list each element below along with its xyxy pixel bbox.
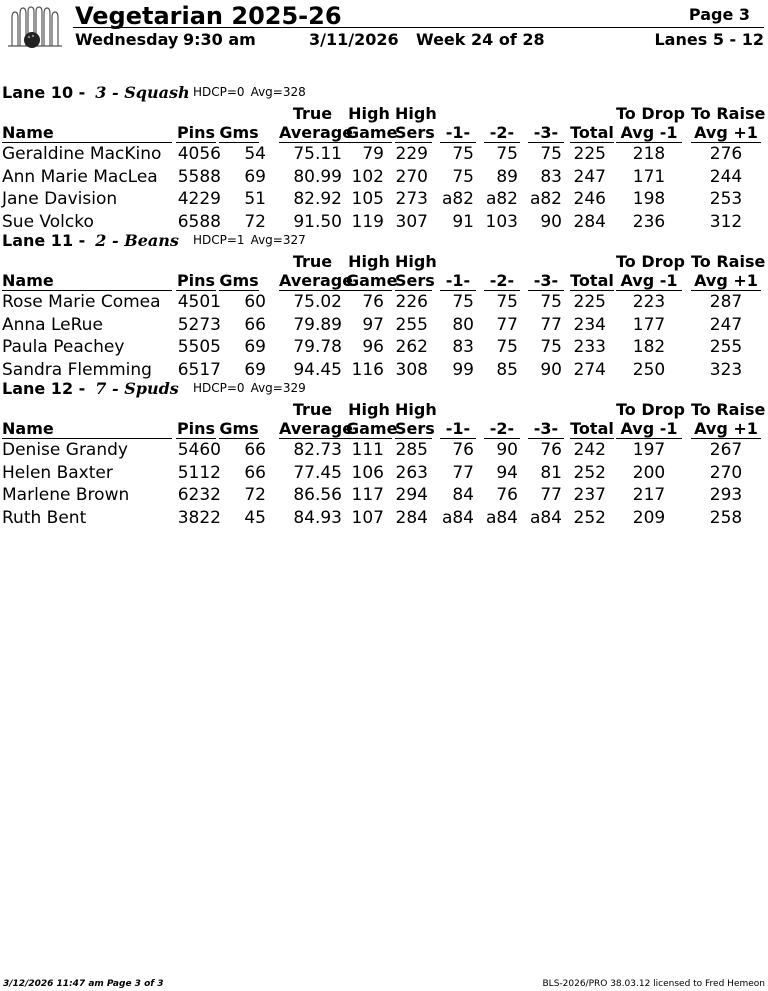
cell-hs: 284 [395,508,428,529]
cell-hg: 96 [362,337,384,358]
col-header-gms: Gms [219,419,259,438]
cell-drop: 182 [632,337,666,358]
cell-g2: 77 [496,314,518,335]
cell-gms: 69 [244,360,266,381]
bowler-rows [0,143,768,234]
col-header-avg-top: True [292,252,333,271]
col-header-hg: Game [346,419,398,438]
col-header-hg: Game [346,123,398,142]
col-header-g3: -3- [528,271,564,291]
table-row [0,143,768,166]
cell-g2: 94 [496,462,518,483]
col-header-raise-top: To Raise [691,252,766,271]
col-header-hs: Sers [395,271,435,290]
cell-g2: 103 [485,212,518,233]
page-number: Page 3 [688,5,750,24]
cell-g1: 83 [452,337,474,358]
col-header-drop-top: To Drop [616,400,685,419]
col-header-g3: -3- [528,123,564,143]
cell-g3: 77 [540,314,562,335]
col-header-drop: Avg -1 [616,419,682,439]
col-header-hg-top: High [348,400,390,419]
cell-total: 284 [573,212,606,233]
cell-hg: 105 [351,189,384,210]
col-header-hg: Game [346,271,398,290]
cell-raise: 276 [709,144,743,164]
table-row [0,507,768,530]
cell-hg: 111 [351,440,384,460]
lane-meta [193,381,306,395]
cell-g3: 90 [540,360,562,381]
table-row [0,188,768,211]
bowler-name: Ruth Bent [2,508,87,529]
cell-gms: 69 [244,337,266,358]
col-header-hg-top: High [348,104,390,123]
team-avg-label: Avg=327 [250,233,306,247]
cell-hg: 116 [351,360,384,381]
col-header-g3: -3- [528,419,564,439]
col-header-pins: Pins [176,419,216,438]
cell-g1: 75 [452,144,474,164]
bowler-name: Geraldine MacKino [2,144,162,164]
team-name: 2 - Beans [95,231,179,250]
cell-avg: 75.11 [293,144,342,164]
cell-gms: 66 [244,462,266,483]
cell-drop: 198 [632,189,666,210]
footer-print-info: 3/12/2026 11:47 am Page 3 of 3 [3,979,164,989]
cell-raise: 267 [709,440,743,460]
cell-raise: 244 [709,166,743,187]
col-header-avg: Average [279,123,354,142]
cell-hs: 270 [395,166,428,187]
cell-hs: 307 [395,212,428,233]
cell-total: 246 [573,189,606,210]
cell-raise: 312 [709,212,743,233]
team-name: 7 - Spuds [95,379,179,398]
col-header-hs: Sers [395,123,435,142]
cell-hg: 106 [351,462,384,483]
cell-hg: 79 [362,144,384,164]
table-row [0,484,768,507]
col-header-avg-top: True [292,104,333,123]
cell-gms: 66 [244,314,266,335]
col-header-raise: Avg +1 [691,271,761,291]
cell-gms: 51 [244,189,266,210]
table-row [0,314,768,337]
cell-hg: 102 [351,166,384,187]
col-header-g1: -1- [440,123,476,143]
cell-hs: 255 [395,314,428,335]
bowler-name: Sue Volcko [2,212,94,233]
cell-total: 225 [573,144,606,164]
cell-g3: a84 [529,508,562,529]
cell-avg: 80.99 [293,166,342,187]
cell-drop: 250 [632,360,666,381]
col-header-g2: -2- [484,271,520,291]
col-header-name: Name [2,123,172,143]
cell-raise: 323 [709,360,743,381]
col-header-total: Total [570,123,614,142]
cell-drop: 236 [632,212,666,233]
cell-pins: 3822 [177,508,221,529]
cell-hs: 229 [395,144,428,164]
col-header-hs-top: High [395,400,437,419]
league-title: Vegetarian 2025-26 [75,2,342,30]
cell-hs: 226 [395,292,428,312]
cell-total: 234 [573,314,606,335]
lane-section [0,379,768,527]
col-header-pins: Pins [176,123,216,142]
table-row [0,462,768,485]
col-header-hs-top: High [395,104,437,123]
cell-pins: 5460 [177,440,221,460]
lane-title [2,379,179,398]
col-header-g2: -2- [484,123,520,143]
cell-total: 233 [573,337,606,358]
bowler-name: Helen Baxter [2,462,113,483]
cell-g2: 75 [496,144,518,164]
cell-g2: a82 [485,189,518,210]
col-header-avg: Average [279,419,354,438]
cell-g3: 83 [540,166,562,187]
col-header-total: Total [570,271,614,290]
cell-pins: 6232 [177,485,221,506]
cell-pins: 4229 [177,189,221,210]
cell-avg: 82.92 [293,189,342,210]
col-header-pins: Pins [176,271,216,290]
lanes-label: Lanes 5 - 12 [654,30,764,49]
report-date: 3/11/2026 [309,30,399,49]
cell-drop: 223 [632,292,666,312]
cell-gms: 66 [244,440,266,460]
cell-g3: 77 [540,485,562,506]
cell-avg: 79.89 [293,314,342,335]
lane-section [0,83,768,231]
bowler-name: Rose Marie Comea [2,292,161,312]
lane-label: Lane 10 - [2,83,86,102]
cell-avg: 94.45 [293,360,342,381]
cell-g2: 90 [496,440,518,460]
cell-raise: 287 [709,292,743,312]
col-header-total: Total [570,419,614,438]
cell-gms: 45 [244,508,266,529]
cell-gms: 72 [244,485,266,506]
cell-hs: 285 [395,440,428,460]
cell-hg: 117 [351,485,384,506]
cell-drop: 197 [632,440,666,460]
cell-avg: 75.02 [293,292,342,312]
table-row [0,336,768,359]
cell-drop: 200 [632,462,666,483]
cell-raise: 293 [709,485,743,506]
header-divider [73,27,764,28]
col-header-hs-top: High [395,252,437,271]
hdcp-label: HDCP=0 [193,85,245,99]
cell-g1: 91 [452,212,474,233]
cell-g2: a84 [485,508,518,529]
bowler-rows [0,439,768,530]
cell-pins: 5273 [177,314,221,335]
lane-meta [193,85,306,99]
cell-g2: 89 [496,166,518,187]
lane-title [2,231,179,250]
cell-g2: 75 [496,337,518,358]
cell-hg: 97 [362,314,384,335]
lane-title [2,83,190,102]
bowler-name: Paula Peachey [2,337,125,358]
hdcp-label: HDCP=1 [193,233,245,247]
cell-g1: a82 [441,189,474,210]
table-row [0,166,768,189]
cell-pins: 4056 [177,144,221,164]
cell-total: 242 [573,440,606,460]
cell-total: 252 [573,508,606,529]
bowler-name: Sandra Flemming [2,360,152,381]
cell-avg: 77.45 [293,462,342,483]
col-header-raise-top: To Raise [691,400,766,419]
cell-gms: 69 [244,166,266,187]
cell-g1: 75 [452,292,474,312]
col-header-avg-top: True [292,400,333,419]
col-header-drop-top: To Drop [616,104,685,123]
cell-pins: 5505 [177,337,221,358]
cell-g1: 77 [452,462,474,483]
col-header-raise: Avg +1 [691,123,761,143]
cell-hs: 294 [395,485,428,506]
col-header-name: Name [2,271,172,291]
col-header-g2: -2- [484,419,520,439]
cell-pins: 6517 [177,360,221,381]
cell-hs: 262 [395,337,428,358]
hdcp-label: HDCP=0 [193,381,245,395]
cell-avg: 91.50 [293,212,342,233]
cell-raise: 255 [709,337,743,358]
bowler-name: Anna LeRue [2,314,103,335]
cell-raise: 270 [709,462,743,483]
table-row [0,439,768,462]
col-header-g1: -1- [440,419,476,439]
cell-drop: 209 [632,508,666,529]
cell-pins: 5112 [177,462,221,483]
cell-g1: 75 [452,166,474,187]
league-day: Wednesday [75,30,179,49]
lane-label: Lane 11 - [2,231,86,250]
cell-hg: 76 [362,292,384,312]
bowling-pins-logo-icon [6,6,64,50]
lane-meta [193,233,306,247]
col-header-drop: Avg -1 [616,271,682,291]
cell-raise: 247 [709,314,743,335]
cell-avg: 86.56 [293,485,342,506]
cell-g1: 99 [452,360,474,381]
cell-avg: 84.93 [293,508,342,529]
footer-license: BLS-2026/PRO 38.03.12 licensed to Fred Hemeon [542,979,765,989]
week-label: Week 24 of 28 [416,30,545,49]
col-header-avg: Average [279,271,354,290]
bowler-name: Marlene Brown [2,485,130,506]
cell-pins: 5588 [177,166,221,187]
col-header-raise: Avg +1 [691,419,761,439]
col-header-gms: Gms [219,271,259,290]
col-header-drop-top: To Drop [616,252,685,271]
cell-pins: 4501 [177,292,221,312]
col-header-hs: Sers [395,419,435,438]
cell-hs: 273 [395,189,428,210]
cell-drop: 218 [632,144,666,164]
cell-g3: 75 [540,292,562,312]
cell-drop: 217 [632,485,666,506]
cell-gms: 60 [244,292,266,312]
team-avg-label: Avg=329 [250,381,306,395]
team-name: 3 - Squash [95,83,190,102]
bowler-name: Jane Davision [2,189,118,210]
cell-total: 237 [573,485,606,506]
col-header-raise-top: To Raise [691,104,766,123]
col-header-g1: -1- [440,271,476,291]
cell-g3: 75 [540,337,562,358]
cell-g1: 76 [452,440,474,460]
cell-hs: 308 [395,360,428,381]
cell-hs: 263 [395,462,428,483]
cell-hg: 119 [351,212,384,233]
cell-total: 274 [573,360,606,381]
cell-raise: 258 [709,508,743,529]
bowler-name: Denise Grandy [2,440,128,460]
league-time: 9:30 am [183,30,256,49]
cell-g3: 75 [540,144,562,164]
cell-g3: 81 [540,462,562,483]
cell-g2: 75 [496,292,518,312]
cell-avg: 82.73 [293,440,342,460]
cell-g2: 85 [496,360,518,381]
bowler-name: Ann Marie MacLea [2,166,158,187]
team-avg-label: Avg=328 [250,85,306,99]
cell-total: 252 [573,462,606,483]
cell-g1: 84 [452,485,474,506]
table-row [0,291,768,314]
cell-g3: a82 [529,189,562,210]
col-header-hg-top: High [348,252,390,271]
cell-g1: a84 [441,508,474,529]
cell-gms: 72 [244,212,266,233]
cell-pins: 6588 [177,212,221,233]
cell-drop: 177 [632,314,666,335]
cell-g1: 80 [452,314,474,335]
cell-drop: 171 [632,166,666,187]
cell-raise: 253 [709,189,743,210]
cell-g3: 90 [540,212,562,233]
col-header-gms: Gms [219,123,259,142]
lane-section [0,231,768,379]
cell-g3: 76 [540,440,562,460]
cell-total: 225 [573,292,606,312]
lane-label: Lane 12 - [2,379,86,398]
cell-hg: 107 [351,508,384,529]
cell-gms: 54 [244,144,266,164]
cell-g2: 76 [496,485,518,506]
cell-avg: 79.78 [293,337,342,358]
col-header-name: Name [2,419,172,439]
col-header-drop: Avg -1 [616,123,682,143]
bowler-rows [0,291,768,382]
cell-total: 247 [573,166,606,187]
